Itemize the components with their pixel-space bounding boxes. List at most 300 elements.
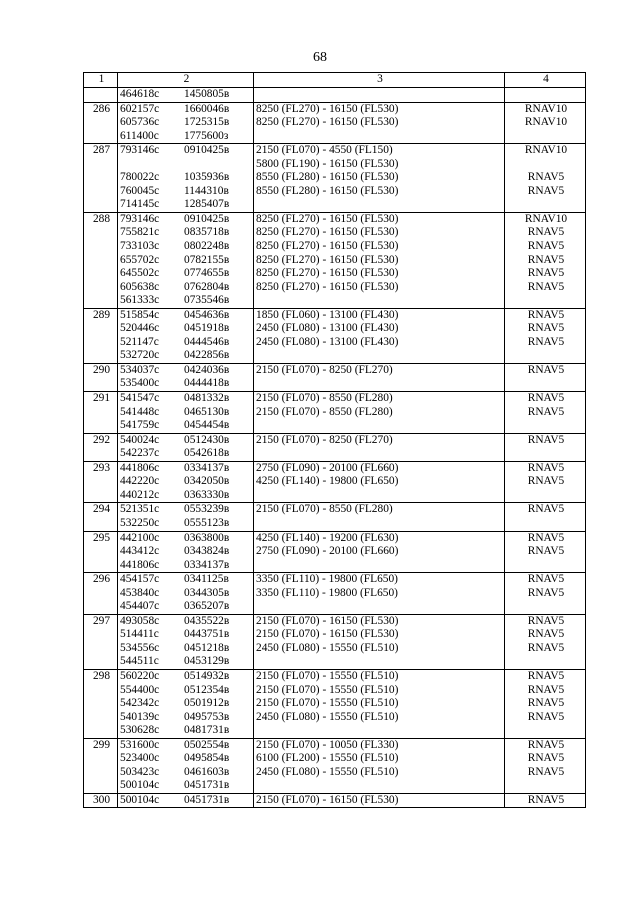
altitude-range: 8250 (FL270) - 16150 (FL530): [256, 102, 399, 115]
coordinate-line: [120, 226, 253, 240]
latitude: 503423c: [120, 765, 160, 778]
latitude: 541448c: [120, 405, 160, 418]
longitude: 0451218в: [184, 641, 230, 654]
rnav-cell: [505, 102, 586, 144]
coordinate-line: [120, 794, 253, 808]
coordinate-line: [120, 198, 253, 212]
latitude: 554400c: [120, 683, 160, 696]
longitude: 0342050в: [184, 475, 230, 488]
longitude: 0501912в: [184, 697, 230, 710]
coordinate-line: [120, 559, 253, 573]
altitude-range: 4250 (FL140) - 19200 (FL630): [256, 531, 399, 544]
longitude: 0465130в: [184, 405, 230, 418]
rnav-spec: RNAV5: [527, 267, 565, 280]
route-number: 292: [84, 433, 118, 461]
coordinate-line: [120, 600, 253, 614]
coordinate-line: [120, 103, 253, 117]
altitude-range: 3350 (FL110) - 19800 (FL650): [256, 573, 398, 586]
latitude: 454407c: [120, 600, 160, 613]
rnav-cell: [505, 461, 586, 503]
rnav-spec: RNAV5: [527, 531, 565, 544]
altitude-range-cell: [254, 793, 505, 808]
coordinate-line: [120, 779, 253, 793]
latitude: 521147c: [120, 335, 159, 348]
latitude: 441806c: [120, 461, 160, 474]
altitude-range: 2150 (FL070) - 4550 (FL150): [256, 144, 393, 157]
table-row: [84, 738, 586, 793]
header-cell: 1: [84, 73, 118, 88]
altitude-range-cell: [254, 461, 505, 503]
rnav-spec: RNAV5: [527, 765, 565, 778]
longitude: 0451918в: [184, 322, 230, 335]
latitude: 611400c: [120, 129, 159, 142]
route-number: [84, 88, 118, 103]
altitude-range-cell: [254, 573, 505, 615]
rnav-spec: RNAV5: [527, 545, 565, 558]
longitude: 0461603в: [184, 765, 230, 778]
longitude: 0495753в: [184, 710, 230, 723]
rnav-cell: [505, 144, 586, 213]
route-number: 296: [84, 573, 118, 615]
rnav-cell: [505, 433, 586, 461]
rnav-cell: [505, 669, 586, 738]
longitude: 0481731в: [184, 724, 230, 737]
coordinate-line: [120, 158, 253, 172]
rnav-spec: RNAV5: [527, 461, 565, 474]
latitude: 514411c: [120, 628, 159, 641]
coordinate-line: [120, 711, 253, 725]
coordinate-line: [120, 349, 253, 363]
table-row: [84, 461, 586, 503]
latitude: 520446c: [120, 322, 160, 335]
coordinate-cell: [118, 102, 254, 144]
coordinate-cell: [118, 88, 254, 103]
longitude: 0555123в: [184, 516, 230, 529]
altitude-range: 8550 (FL280) - 16150 (FL530): [256, 184, 399, 197]
latitude: 560220c: [120, 669, 160, 682]
longitude: 0343824в: [184, 545, 230, 558]
coordinate-line: [120, 434, 253, 448]
altitude-range-cell: [254, 144, 505, 213]
latitude: 531600c: [120, 738, 160, 751]
coordinate-cell: [118, 793, 254, 808]
altitude-range: 2150 (FL070) - 8550 (FL280): [256, 392, 393, 405]
latitude: 493058c: [120, 614, 160, 627]
route-number: 297: [84, 614, 118, 669]
coordinate-line: [120, 254, 253, 268]
longitude: 0422856в: [184, 349, 230, 362]
coordinate-line: [120, 144, 253, 158]
rnav-spec: RNAV5: [527, 641, 565, 654]
route-number: 287: [84, 144, 118, 213]
latitude: 541547c: [120, 392, 160, 405]
route-number: 299: [84, 738, 118, 793]
latitude: 760045c: [120, 184, 160, 197]
latitude: 542237c: [120, 447, 160, 460]
rnav-spec: RNAV5: [527, 683, 565, 696]
rnav-cell: [505, 392, 586, 434]
latitude: 561333c: [120, 294, 160, 307]
table-row: [84, 531, 586, 573]
table-row: [84, 102, 586, 144]
rnav-spec: RNAV5: [527, 280, 565, 293]
longitude: 0424036в: [184, 363, 230, 376]
longitude: 0344305в: [184, 586, 230, 599]
rnav-cell: [505, 738, 586, 793]
coordinate-cell: [118, 614, 254, 669]
rnav-spec: RNAV5: [527, 573, 565, 586]
rnav-spec: RNAV5: [527, 184, 565, 197]
coordinate-line: [120, 545, 253, 559]
longitude: 0910425в: [184, 212, 230, 225]
coordinate-line: [120, 213, 253, 227]
coordinate-cell: [118, 503, 254, 531]
latitude: 530628c: [120, 724, 160, 737]
coordinate-line: [120, 281, 253, 295]
coordinate-line: [120, 766, 253, 780]
longitude: 0502554в: [184, 738, 230, 751]
table-row: [84, 88, 586, 103]
altitude-range: 2150 (FL070) - 10050 (FL330): [256, 738, 399, 751]
altitude-range: 2450 (FL080) - 13100 (FL430): [256, 335, 399, 348]
altitude-range: 2150 (FL070) - 8550 (FL280): [256, 503, 393, 516]
coordinate-line: [120, 171, 253, 185]
rnav-spec: RNAV5: [527, 335, 565, 348]
coordinate-line: [120, 684, 253, 698]
table-row: [84, 503, 586, 531]
rnav-spec: [507, 158, 585, 172]
latitude: 540139c: [120, 710, 160, 723]
coordinate-line: [120, 240, 253, 254]
altitude-range-cell: [254, 88, 505, 103]
latitude: 605736c: [120, 116, 160, 129]
rnav-spec: RNAV5: [527, 171, 565, 184]
altitude-range: 8250 (FL270) - 16150 (FL530): [256, 212, 399, 225]
rnav-spec: RNAV10: [524, 116, 568, 129]
longitude: 0774655в: [184, 267, 230, 280]
rnav-spec: RNAV10: [524, 144, 568, 157]
rnav-spec: RNAV5: [527, 308, 565, 321]
longitude: 1660046в: [184, 102, 230, 115]
table-row: [84, 308, 586, 363]
longitude: 0514932в: [184, 669, 230, 682]
longitude: 0365207в: [184, 600, 230, 613]
rnav-spec: RNAV5: [527, 752, 565, 765]
coordinate-line: [120, 670, 253, 684]
table-row: [84, 144, 586, 213]
latitude: 500104c: [120, 779, 160, 792]
altitude-range: 2150 (FL070) - 8250 (FL270): [256, 363, 393, 376]
coordinate-line: [120, 130, 253, 144]
rnav-spec: RNAV5: [527, 628, 565, 641]
rnav-cell: [505, 308, 586, 363]
altitude-range-cell: [254, 392, 505, 434]
longitude: 0443751в: [184, 628, 230, 641]
altitude-range: 8250 (FL270) - 16150 (FL530): [256, 253, 399, 266]
coordinate-line: [120, 377, 253, 391]
rnav-spec: RNAV5: [527, 503, 565, 516]
altitude-range: 2750 (FL090) - 20100 (FL660): [256, 545, 399, 558]
latitude: 442100c: [120, 531, 160, 544]
latitude: 780022c: [120, 171, 160, 184]
coordinate-line: [120, 267, 253, 281]
longitude: 0495854в: [184, 752, 230, 765]
latitude: 714145c: [120, 198, 160, 211]
altitude-range: 2150 (FL070) - 8550 (FL280): [256, 405, 393, 418]
table-row: [84, 212, 586, 308]
coordinate-line: [120, 739, 253, 753]
longitude: 1775600з: [184, 129, 229, 142]
coordinate-line: [120, 419, 253, 433]
rnav-spec: RNAV5: [527, 363, 565, 376]
coordinate-line: [120, 364, 253, 378]
altitude-range: 1850 (FL060) - 13100 (FL430): [256, 308, 399, 321]
coordinate-line: [120, 697, 253, 711]
altitude-range-cell: [254, 433, 505, 461]
altitude-range: 8250 (FL270) - 16150 (FL530): [256, 267, 399, 280]
altitude-range: 2450 (FL080) - 15550 (FL510): [256, 765, 399, 778]
rnav-cell: [505, 793, 586, 808]
coordinate-line: [120, 724, 253, 738]
coordinate-line: [120, 517, 253, 531]
latitude: 535400c: [120, 377, 160, 390]
table-row: [84, 793, 586, 808]
route-number: 298: [84, 669, 118, 738]
latitude: 534556c: [120, 641, 160, 654]
altitude-range: 2450 (FL080) - 15550 (FL510): [256, 641, 399, 654]
latitude: 793146c: [120, 144, 160, 157]
coordinate-line: [120, 392, 253, 406]
altitude-range: 2150 (FL070) - 16150 (FL530): [256, 793, 399, 806]
latitude: 655702c: [120, 253, 160, 266]
altitude-range: 2150 (FL070) - 8250 (FL270): [256, 433, 393, 446]
coordinate-line: [120, 587, 253, 601]
rnav-spec: RNAV5: [527, 793, 565, 806]
coordinate-cell: [118, 363, 254, 391]
coordinate-line: [120, 309, 253, 323]
latitude: 453840c: [120, 586, 160, 599]
altitude-range-cell: [254, 503, 505, 531]
coordinate-cell: [118, 392, 254, 434]
rnav-spec: RNAV5: [527, 586, 565, 599]
route-number: 294: [84, 503, 118, 531]
table-row: [84, 669, 586, 738]
altitude-range: 8250 (FL270) - 16150 (FL530): [256, 280, 399, 293]
coordinate-line: [120, 475, 253, 489]
altitude-range: 8250 (FL270) - 16150 (FL530): [256, 240, 399, 253]
table-row: [84, 573, 586, 615]
longitude: 0512354в: [184, 683, 230, 696]
table-body: [84, 88, 586, 808]
altitude-range-cell: [254, 363, 505, 391]
coordinate-line: [120, 88, 253, 102]
header-cell: 2: [118, 73, 254, 88]
rnav-cell: [505, 531, 586, 573]
coordinate-line: [120, 573, 253, 587]
longitude: 1725315в: [184, 116, 230, 129]
route-number: 289: [84, 308, 118, 363]
longitude: 0802248в: [184, 240, 230, 253]
longitude: 0910425в: [184, 144, 230, 157]
page-number: 68: [313, 50, 327, 65]
rnav-spec: RNAV5: [527, 405, 565, 418]
latitude: 441806c: [120, 558, 160, 571]
route-number: 293: [84, 461, 118, 503]
rnav-cell: [505, 363, 586, 391]
longitude: 1285407в: [184, 198, 230, 211]
header-cell: 4: [505, 73, 586, 88]
coordinate-line: [120, 185, 253, 199]
latitude: 442220c: [120, 475, 160, 488]
latitude: 464618c: [120, 88, 160, 100]
altitude-range: 4250 (FL140) - 19800 (FL650): [256, 475, 399, 488]
route-number: 288: [84, 212, 118, 308]
coordinate-line: [120, 462, 253, 476]
coordinate-line: [120, 322, 253, 336]
rnav-spec: RNAV5: [527, 253, 565, 266]
route-number: 291: [84, 392, 118, 434]
coordinate-cell: [118, 308, 254, 363]
latitude: 542342c: [120, 697, 160, 710]
longitude: 0334137в: [184, 461, 230, 474]
coordinate-cell: [118, 433, 254, 461]
longitude: 0454454в: [184, 419, 230, 432]
altitude-range-cell: [254, 102, 505, 144]
coordinate-line: [120, 532, 253, 546]
coordinate-line: [120, 294, 253, 308]
longitude: 0451731в: [184, 793, 230, 806]
latitude: 454157c: [120, 573, 160, 586]
altitude-range: 8250 (FL270) - 16150 (FL530): [256, 226, 399, 239]
longitude: 0444418в: [184, 377, 230, 390]
altitude-range: 2450 (FL080) - 15550 (FL510): [256, 710, 399, 723]
header-row: [84, 73, 586, 88]
coordinate-line: [120, 642, 253, 656]
rnav-spec: RNAV10: [524, 102, 568, 115]
longitude: 0363330в: [184, 488, 230, 501]
altitude-range: 2150 (FL070) - 15550 (FL510): [256, 669, 399, 682]
latitude: 544511c: [120, 655, 159, 668]
longitude: 0782155в: [184, 253, 230, 266]
longitude: 0512430в: [184, 433, 230, 446]
coordinate-line: [120, 628, 253, 642]
coordinate-line: [120, 655, 253, 669]
longitude: 0735546в: [184, 294, 230, 307]
rnav-spec: RNAV5: [527, 240, 565, 253]
longitude: 0481332в: [184, 392, 230, 405]
longitude: 0363800в: [184, 531, 230, 544]
longitude: 0454636в: [184, 308, 230, 321]
altitude-range: 2750 (FL090) - 20100 (FL660): [256, 461, 399, 474]
header-cell: 3: [254, 73, 505, 88]
rnav-spec: RNAV5: [527, 614, 565, 627]
altitude-range: 2150 (FL070) - 15550 (FL510): [256, 683, 399, 696]
coordinate-cell: [118, 531, 254, 573]
coordinate-line: [120, 489, 253, 503]
latitude: 443412c: [120, 545, 160, 558]
altitude-range: 3350 (FL110) - 19800 (FL650): [256, 586, 398, 599]
rnav-spec: RNAV10: [524, 212, 568, 225]
coordinate-line: [120, 406, 253, 420]
table-row: [84, 433, 586, 461]
latitude: 521351c: [120, 503, 160, 516]
longitude: 0762804в: [184, 280, 230, 293]
altitude-range-cell: [254, 531, 505, 573]
altitude-range: 6100 (FL200) - 15550 (FL510): [256, 752, 399, 765]
table-row: [84, 614, 586, 669]
altitude-range: 2150 (FL070) - 16150 (FL530): [256, 628, 399, 641]
altitude-range-cell: [254, 614, 505, 669]
table-row: [84, 392, 586, 434]
route-number: 290: [84, 363, 118, 391]
coordinate-cell: [118, 669, 254, 738]
latitude: 523400c: [120, 752, 160, 765]
longitude: 1450805в: [184, 88, 230, 100]
altitude-range: 8550 (FL280) - 16150 (FL530): [256, 171, 399, 184]
table-row: [84, 363, 586, 391]
rnav-spec: RNAV5: [527, 738, 565, 751]
altitude-range-cell: [254, 308, 505, 363]
route-number: 286: [84, 102, 118, 144]
rnav-cell: [505, 88, 586, 103]
longitude: 0453129в: [184, 655, 230, 668]
longitude: 1035936в: [184, 171, 230, 184]
latitude: 515854c: [120, 308, 160, 321]
latitude: 500104c: [120, 793, 160, 806]
coordinate-line: [120, 752, 253, 766]
latitude: 532250c: [120, 516, 160, 529]
latitude: 440212c: [120, 488, 160, 501]
coordinate-cell: [118, 461, 254, 503]
latitude: 755821c: [120, 226, 160, 239]
altitude-range: 2150 (FL070) - 15550 (FL510): [256, 697, 399, 710]
rnav-spec: RNAV5: [527, 392, 565, 405]
rnav-spec: RNAV5: [527, 226, 565, 239]
rnav-spec: RNAV5: [527, 697, 565, 710]
altitude-range: 8250 (FL270) - 16150 (FL530): [256, 116, 399, 129]
coordinate-line: [120, 336, 253, 350]
rnav-spec: RNAV5: [527, 433, 565, 446]
altitude-range-cell: [254, 738, 505, 793]
rnav-spec: RNAV5: [527, 475, 565, 488]
latitude: 541759c: [120, 419, 160, 432]
latitude: 793146c: [120, 212, 160, 225]
route-number: 295: [84, 531, 118, 573]
airway-table: [83, 72, 586, 808]
rnav-spec: RNAV5: [527, 322, 565, 335]
coordinate-cell: [118, 212, 254, 308]
rnav-cell: [505, 503, 586, 531]
latitude: 733103c: [120, 240, 160, 253]
longitude: 0542618в: [184, 447, 230, 460]
rnav-spec: RNAV5: [527, 710, 565, 723]
coordinate-cell: [118, 738, 254, 793]
latitude: 645502c: [120, 267, 160, 280]
coordinate-cell: [118, 144, 254, 213]
longitude: 0553239в: [184, 503, 230, 516]
rnav-cell: [505, 212, 586, 308]
latitude: 532720c: [120, 349, 160, 362]
altitude-range: 2150 (FL070) - 16150 (FL530): [256, 614, 399, 627]
longitude: 0451731в: [184, 779, 230, 792]
altitude-range: 2450 (FL080) - 13100 (FL430): [256, 322, 399, 335]
latitude: 602157c: [120, 102, 160, 115]
altitude-range: 5800 (FL190) - 16150 (FL530): [256, 157, 399, 170]
route-number: 300: [84, 793, 118, 808]
coordinate-line: [120, 116, 253, 130]
longitude: 1144310в: [184, 184, 229, 197]
coordinate-line: [120, 503, 253, 517]
